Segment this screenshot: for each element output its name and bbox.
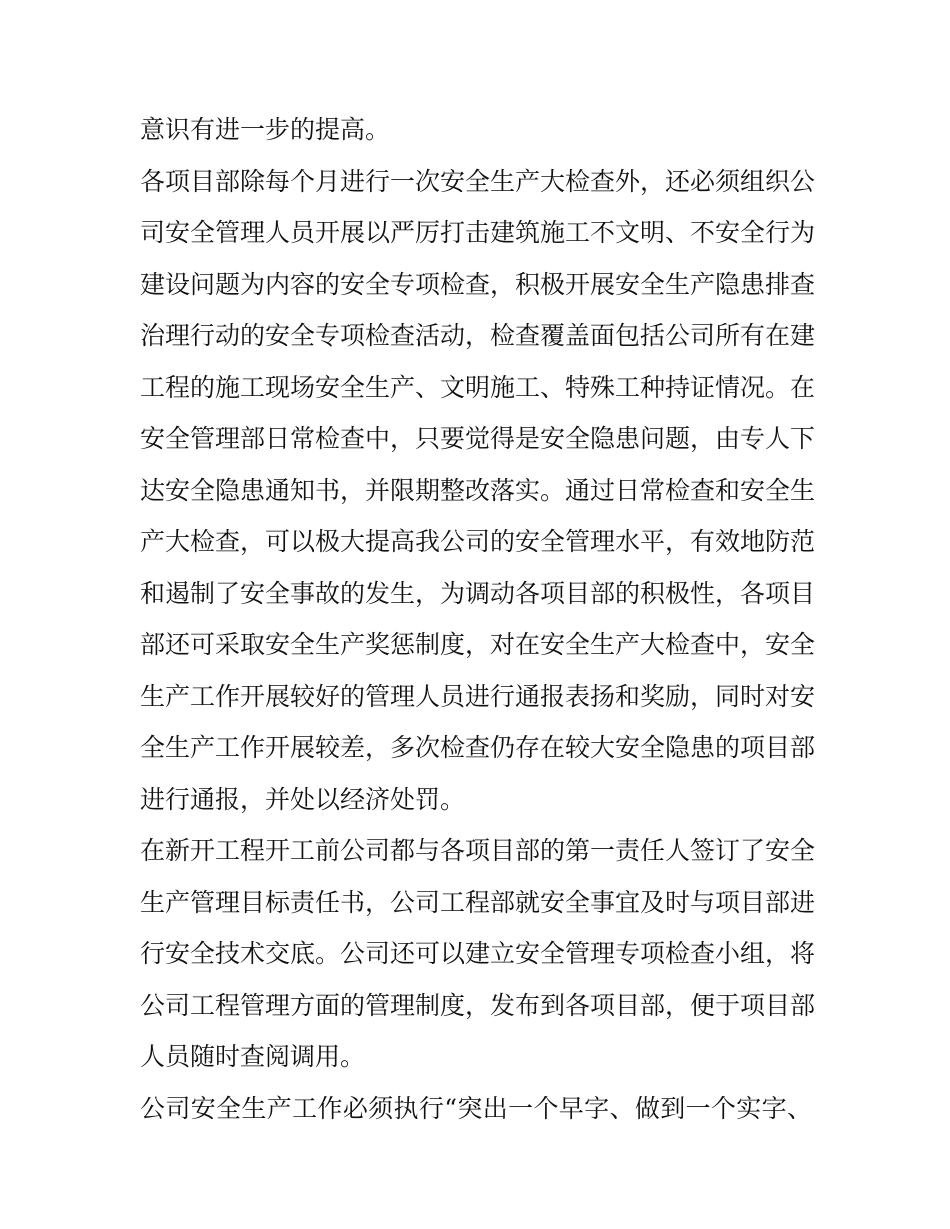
text-line: 行安全技术交底。公司还可以建立安全管理专项检查小组，将 [140,939,816,968]
text-line: 达安全隐患通知书，并限期整改落实。通过日常检查和安全生 [140,475,816,505]
text-line: 产大检查，可以极大提高我公司的安全管理水平，有效地防范 [140,527,816,556]
text-line: 人员随时查阅调用。 [140,1042,366,1071]
text-line: 各项目部除每个月进行一次安全生产大检查外，还必须组织公 [140,166,816,196]
text-line: 进行通报，并处以经济处罚。 [140,784,466,814]
text-line: 安全管理部日常检查中，只要觉得是安全隐患问题，由专人下 [140,424,816,453]
text-line: 生产工作开展较好的管理人员进行通报表扬和奖励，同时对安 [140,681,816,711]
text-line: 治理行动的安全专项检查活动，检查覆盖面包括公司所有在建 [140,321,816,350]
text-line: 公司工程管理方面的管理制度，发布到各项目部，便于项目部 [140,990,816,1020]
text-line: 意识有进一步的提高。 [140,115,391,144]
text-line: 在新开工程开工前公司都与各项目部的第一责任人签订了安全 [140,836,816,865]
text-line: 部还可采取安全生产奖惩制度，对在安全生产大检查中，安全 [140,630,816,659]
text-line: 生产管理目标责任书，公司工程部就安全事宜及时与项目部进 [140,887,816,917]
text-line: 公司安全生产工作必须执行“突出一个早字、做到一个实字、 [140,1093,812,1123]
text-line: 建设问题为内容的安全专项检查，积极开展安全生产隐患排查 [140,269,816,299]
text-line: 工程的施工现场安全生产、文明施工、特殊工种持证情况。在 [140,372,816,402]
text-line: 司安全管理人员开展以严厉打击建筑施工不文明、不安全行为 [140,218,816,247]
text-line: 和遏制了安全事故的发生，为调动各项目部的积极性，各项目 [140,578,816,608]
body-text [140,104,816,1134]
text-line: 全生产工作开展较差，多次检查仍存在较大安全隐患的项目部 [140,733,816,762]
